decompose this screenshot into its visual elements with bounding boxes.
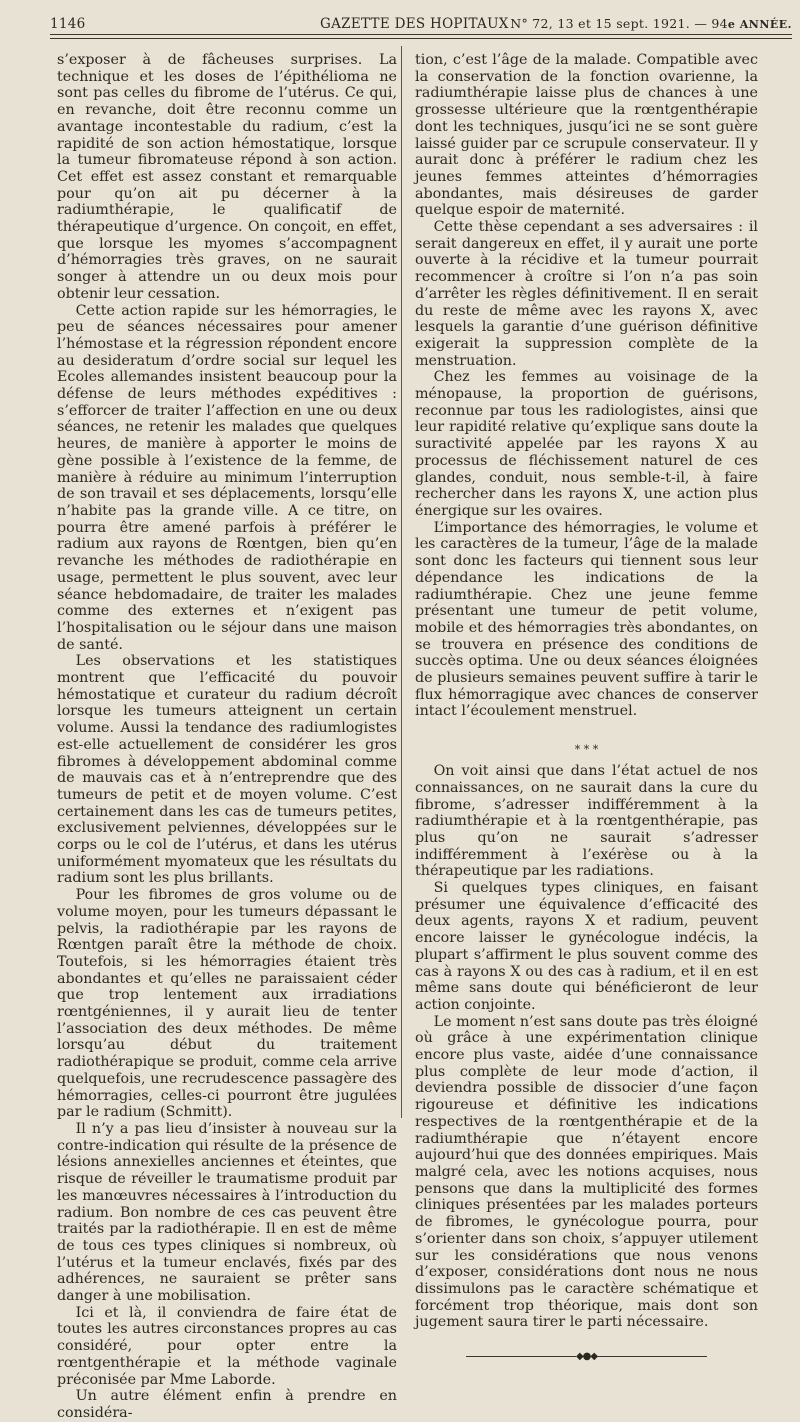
- paragraph: Pour les fibromes de gros volume ou de volume moyen, pour les tumeurs dépassant le pelvis, la radiothérapie par les rayons de Rœntgen paraît être la méthode de choix. Toutefois, si les hémorragies étaient très abondantes et qu’elles ne paraissaient céder que trop lentement aux irradiations rœntgéniennes, il y aurait lieu de tenter l’association des deux méthodes. De même lorsqu’au début du traitement radiothérapique se produit, comme cela arrive quelquefois, une recrudescence passagère des hémorragies, celles-ci pourront être jugulées par le radium (Schmitt).: [57, 887, 397, 1121]
- page-number: 1146: [50, 16, 86, 32]
- paragraph: Si quelques types cliniques, en faisant présumer une équivalence d’efficacité des deux agents, rayons X et radium, peuvent encore laisser le gynécologue indécis, la plupart s’affirment le plus souvent comme des cas à rayons X ou des cas à radium, et il en est même sans doute qui bénéficieront de leur action conjointe.: [415, 880, 758, 1013]
- paragraph: L’importance des hémorragies, le volume et les caractères de la tumeur, l’âge de la malade sont donc les facteurs qui tiennent sous leur dépendance les indications de la radiumthérapie. Chez une jeune femme présentant une tumeur de petit volume, mobile et des hémorragies très abondantes, on se trouvera en présence des conditions de succès optima. Une ou deux séances éloignées de plusieurs semaines peuvent suffire à tarir le flux hémorragique avec chances de conserver intact l’écoulement menstruel.: [415, 519, 758, 720]
- paragraph: On voit ainsi que dans l’état actuel de nos connaissances, on ne saurait dans la cure du fibrome, s’adresser indifféremment à la radiumthérapie et à la rœntgenthérapie, pas plus qu’on ne saurait s’adresser indifféremment à l’exérèse ou à la thérapeutique par les radiations.: [415, 763, 758, 880]
- paragraph: s’exposer à de fâcheuses surprises. La technique et les doses de l’épithélioma ne sont pas celles du fibrome de l’utérus. Ce qui, en revanche, doit être reconnu comme un avantage incontestable du radium, c’est la rapidité de son action hémostatique, lorsque la tumeur fibromateuse répond à son action. Cet effet est assez constant et remarquable pour qu’on ait pu décerner à la radiumthérapie, le qualificatif de thérapeutique d’urgence. On conçoit, en effet, que lorsque les myomes s’accompagnent d’hémorragies très graves, on ne saurait songer à attendre un ou deux mois pour obtenir leur cessation.: [57, 52, 397, 302]
- section-break-asterisks: * * *: [574, 743, 599, 757]
- column-divider: [401, 46, 402, 1118]
- paragraph: Cette thèse cependant a ses adversaires : il serait dangereux en effet, il y aurait une porte ouverte à la récidive et la tumeur pourrait recommencer à croître si l’on n’a pas soin d’arrêter les règles définitivement. Il en serait du reste de même avec les rayons X, avec lesquels la garantie d’une guérison définitive exigerait la suppression complète de la menstruation.: [415, 219, 758, 369]
- issue-info: [510, 16, 792, 31]
- paragraph: Chez les femmes au voisinage de la ménopause, la proportion de guérisons, reconnue par tous les radiologistes, ainsi que leur rapidité relative qu’explique sans doute la suractivité appelée par les rayons X au processus de fléchissement naturel de ces glandes, conduit, nous semble-t-il, à faire rechercher dans les rayons X, une action plus énergique sur les ovaires.: [415, 369, 758, 519]
- left-column: [57, 52, 397, 1422]
- paragraph: Un autre élément enfin à prendre en considéra-: [57, 1388, 397, 1421]
- header-rule-bottom: [50, 38, 792, 39]
- paragraph: Le moment n’est sans doute pas très éloigné où grâce à une expérimentation clinique encore plus vaste, aidée d’une connaissance plus complète de leur mode d’action, il deviendra possible de dissocier d’une façon rigoureuse et définitive les indications respectives de la rœntgenthérapie et de la radiumthérapie que n’étayent encore aujourd’hui que des données empiriques. Mais malgré cela, avec les notions acquises, nous pensons que dans la multiplicité des formes cliniques présentées par les malades porteurs de fibromes, le gynécologue pourra, pour s’orienter dans son choix, s’appuyer utilement sur les considérations que nous venons d’exposer, considérations dont nous ne nous dissimulons pas le caractère schématique et forcément trop théorique, mais dont son jugement saura tirer le parti nécessaire.: [415, 1013, 758, 1331]
- issue-date: N° 72, 13 et 15 sept. 1921. — 94: [510, 16, 728, 31]
- journal-title: GAZETTE DES HOPITAUX: [320, 16, 509, 32]
- paragraph: Les observations et les statistiques montrent que l’efficacité du pouvoir hémostatique et curateur du radium décroît lorsque les tumeurs atteignent un certain volume. Aussi la tendance des radiumlogistes est-elle actuellement de considérer les gros fibromes à développement abdominal comme de mauvais cas et à n’entreprendre que des tumeurs de petit et de moyen volume. C’est certainement dans les cas de tumeurs petites, exclusivement pelviennes, développées sur le corps ou le col de l’utérus, et dans les utérus uniformément myomateux que les résultats du radium sont les plus brillants.: [57, 653, 397, 887]
- right-column: [415, 52, 758, 1366]
- issue-year: e ANNÉE.: [727, 18, 792, 31]
- paragraph: tion, c’est l’âge de la malade. Compatible avec la conservation de la fonction ovarienne, la radiumthérapie laisse plus de chances à une grossesse ultérieure que la rœntgenthérapie dont les techniques, jusqu’ici ne se sont guère laissé guider par ce scrupule conservateur. Il y aurait donc à préférer le radium chez les jeunes femmes atteintes d’hémorragies abondantes, mais désireuses de garder quelque espoir de maternité.: [415, 52, 758, 219]
- paragraph: Il n’y a pas lieu d’insister à nouveau sur la contre-indication qui résulte de la présence de lésions annexielles anciennes et éteintes, que risque de réveiller le traumatisme produit par les manœuvres nécessaires à l’introduction du radium. Bon nombre de ces cas peuvent être traités par la radiothérapie. Il en est de même de tous ces types cliniques si nombreux, où l’utérus et la tumeur enclavés, fixés par des adhérences, ne sauraient se prêter sans danger à une mobilisation.: [57, 1121, 397, 1305]
- end-ornament: ◆●◆: [415, 1349, 758, 1366]
- header-rule-top: [50, 34, 792, 35]
- paragraph: Cette action rapide sur les hémorragies, le peu de séances nécessaires pour amener l’hémostase et la régression répondent encore au desideratum d’ordre social sur lequel les Ecoles allemandes insistent beaucoup pour la défense de leurs méthodes expéditives : s’efforcer de traiter l’affection en une ou deux séances, ne retenir les malades que quelques heures, de manière à apporter le moins de gène possible à l’existence de la femme, de manière à réduire au minimum l’interruption de son travail et ses déplacements, lorsqu’elle n’habite pas la grande ville. A ce titre, on pourra être amené parfois à préférer le radium aux rayons de Rœntgen, bien qu’en revanche les méthodes de radiothérapie en usage, permettent le plus souvent, avec leur séance hebdomadaire, de traiter les malades comme des externes et n’exigent pas l’hospitalisation ou le séjour dans une maison de santé.: [57, 302, 397, 653]
- paragraph: Ici et là, il conviendra de faire état de toutes les autres circonstances propres au cas considéré, pour opter entre la rœntgenthérapie et la méthode vaginale préconisée par Mme Laborde.: [57, 1304, 397, 1388]
- page-header: [50, 10, 792, 36]
